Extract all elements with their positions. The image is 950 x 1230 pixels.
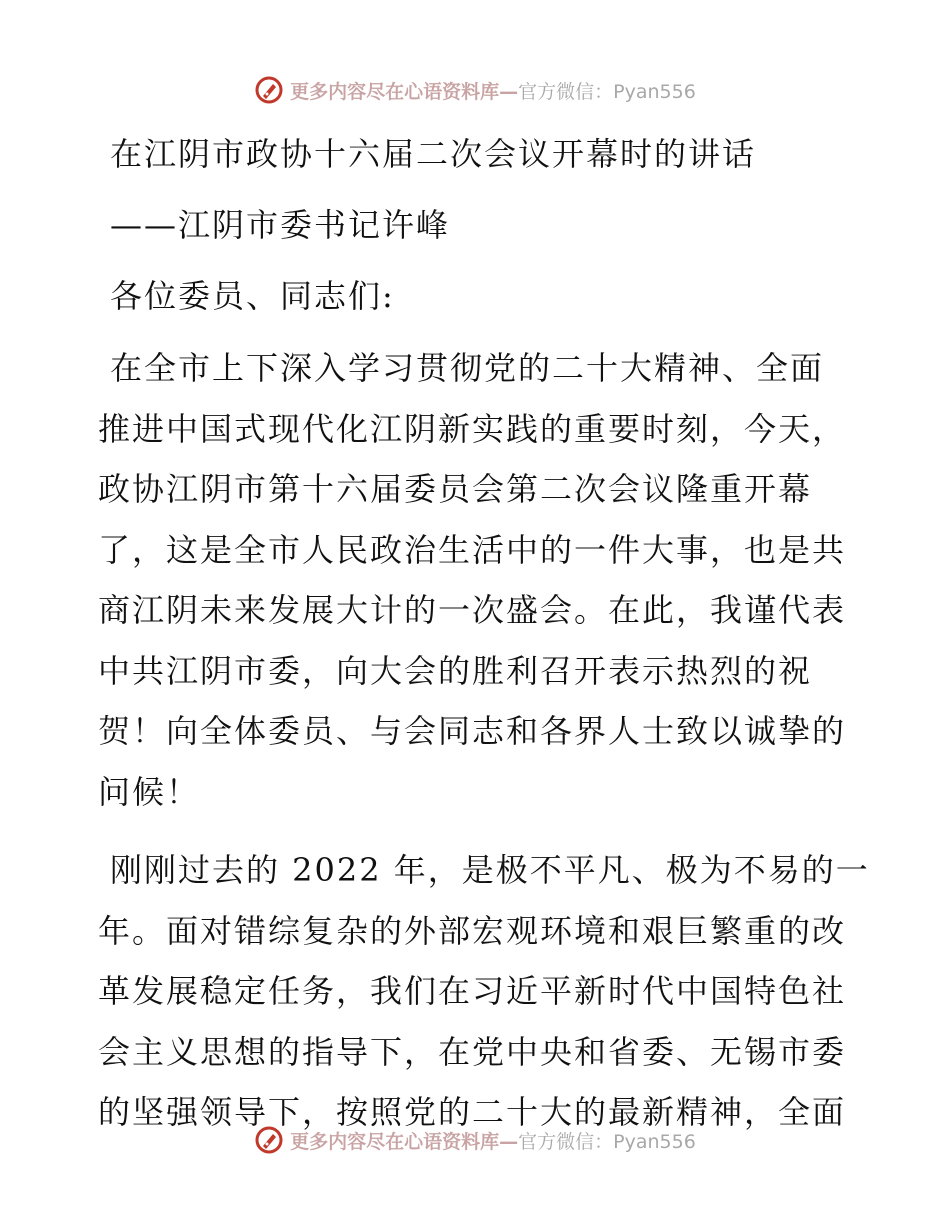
header-banner-inner [254, 75, 696, 105]
paragraph-line: 推进中国式现代化江阴新实践的重要时刻，今天， [98, 409, 847, 448]
paragraph-line: 了，这是全市人民政治生活中的一件大事，也是共 [98, 530, 847, 569]
paragraph-line: 的坚强领导下，按照党的二十大的最新精神，全面 [98, 1093, 847, 1131]
paragraph-line: 在全市上下深入学习贯彻党的二十大精神、全面 [110, 349, 825, 387]
footer-banner-inner [254, 1125, 696, 1155]
header-banner-text: 更多内容尽在心语资料库—官方微信：Pyan556 [290, 80, 696, 103]
header-banner [0, 70, 950, 110]
footer-wechat-label: 官方微信：Pyan556 [518, 1130, 696, 1153]
paragraph-2 [98, 840, 870, 1143]
paragraph-line: 政协江阴市第十六届委员会第二次会议隆重开幕 [98, 470, 813, 508]
paragraph-line: 年。面对错综复杂的外部宏观环境和艰巨繁重的改 [98, 911, 847, 950]
paragraph-line: 贺！向全体委员、与会同志和各界人士致以诚挚的 [98, 712, 847, 750]
document-title: 在江阴市政协十六届二次会议开幕时的讲话 [110, 135, 757, 173]
paragraph-line: 会主义思想的指导下，在党中央和省委、无锡市委 [98, 1032, 847, 1071]
paragraph-line: 刚刚过去的 2022 年，是极不平凡、极为不易的一 [110, 851, 870, 889]
paragraph-line: 问候！ [98, 772, 201, 811]
footer-banner-text: 更多内容尽在心语资料库—官方微信：Pyan556 [290, 1130, 696, 1153]
footer-banner [0, 1120, 950, 1160]
pen-nib-logo-icon [254, 75, 284, 105]
header-wechat-label: 官方微信：Pyan556 [518, 80, 696, 103]
paragraph-line: 商江阴未来发展大计的一次盛会。在此，我谨代表 [98, 591, 847, 629]
document-subtitle: ——江阴市委书记许峰 [110, 206, 451, 244]
paragraph-line: 中共江阴市委，向大会的胜利召开表示热烈的祝 [98, 651, 813, 690]
pen-nib-logo-icon [254, 1125, 284, 1155]
salutation: 各位委员、同志们: [110, 277, 395, 315]
document-body [98, 125, 870, 1161]
paragraph-line: 革发展稳定任务，我们在习近平新时代中国特色社 [98, 972, 847, 1010]
paragraph-1 [98, 338, 858, 822]
